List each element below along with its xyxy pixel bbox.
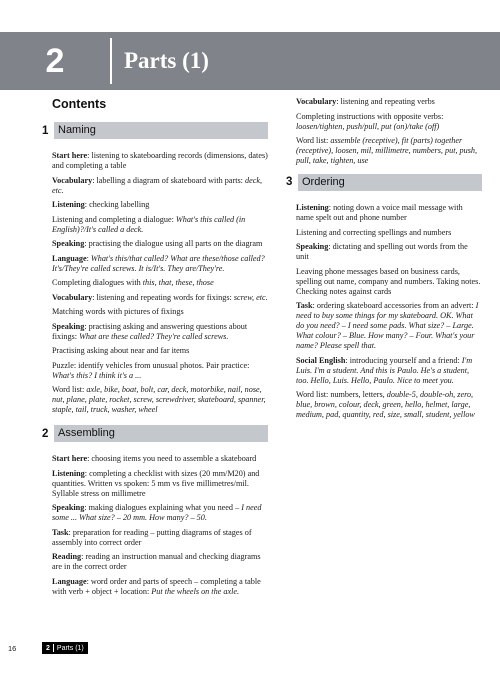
entry-text: : reading an instruction manual and checking diagrams are in the correct order xyxy=(52,552,261,572)
contents-entry xyxy=(52,239,268,249)
contents-entry xyxy=(52,151,268,171)
entry-text: : noting down a voice mail message with name spelt out and phone number xyxy=(296,203,463,222)
contents-entry xyxy=(52,528,268,548)
entry-label: Listening xyxy=(296,203,329,212)
entry-text: Listening and correcting spellings and numbers xyxy=(296,227,452,237)
entry-italic: assemble (receptive), fit (parts) together (receptive), loosen, mil, millimetre, numbers, put, push, pull, take, tighten, use xyxy=(296,136,478,165)
entry-text: : choosing items you need to assemble a skateboard xyxy=(87,454,257,464)
left-sections xyxy=(42,122,268,597)
contents-entry xyxy=(52,385,268,415)
entry-italic: this, that, these, those xyxy=(142,278,214,288)
contents-entry xyxy=(52,307,268,317)
entry-label: Listening xyxy=(52,200,85,210)
section-number: 2 xyxy=(42,427,49,440)
entry-text: : listening and repeating words for fixings: xyxy=(92,292,234,302)
contents-entry xyxy=(52,361,268,381)
contents-entry xyxy=(296,242,482,262)
contents-entry xyxy=(52,346,268,356)
right-column xyxy=(286,97,482,430)
entry-italic: What's this called (in English)?/It's called a deck. xyxy=(52,214,246,234)
entry-label: Speaking xyxy=(52,239,85,249)
entry-text: Leaving phone messages based on business cards, spelling out name, company and numbers. Taking notes. Checking notes against cards xyxy=(296,266,481,296)
section-heading xyxy=(286,174,482,191)
section-title: Ordering xyxy=(298,174,482,191)
entry-text: : introducing yourself and a friend: xyxy=(345,355,462,365)
entry-text: : dictating and spelling out words from the unit xyxy=(296,242,468,261)
entry-italic: screw, etc. xyxy=(233,292,268,302)
entry-text: : listening to skateboarding records (dimensions, dates) and completing a table xyxy=(52,151,268,171)
page-number: 16 xyxy=(8,643,17,653)
contents-entry xyxy=(52,176,268,196)
contents-entry xyxy=(296,390,482,420)
entry-text: : practising asking and answering questions about fixings: xyxy=(52,321,248,341)
contents-heading: Contents xyxy=(52,97,107,111)
section-number: 1 xyxy=(42,124,49,137)
entry-text: Completing dialogues with xyxy=(52,278,143,288)
entry-text: : listening and repeating verbs xyxy=(336,97,435,106)
contents-entry xyxy=(296,112,482,132)
entry-italic: What's this/that called? What are these/those called? It's/They're called screws. It is/It's. They are/They're. xyxy=(52,253,265,273)
entry-label: Vocabulary xyxy=(52,292,93,302)
entry-label: Task xyxy=(52,527,69,537)
entry-text: Listening and completing a dialogue: xyxy=(52,214,176,224)
contents-entry xyxy=(52,293,268,303)
section-3 xyxy=(286,174,482,420)
entry-label: Speaking xyxy=(296,242,329,251)
section-number: 3 xyxy=(286,176,293,189)
section-entries xyxy=(42,454,268,597)
entry-italic: I'm Luis. I'm a student. And this is Paulo. He's a student, too. Hello, Luis. Hello, Paulo. Nice to meet you. xyxy=(296,355,473,385)
section-title: Naming xyxy=(54,122,268,139)
contents-entry xyxy=(296,136,482,166)
contents-entry xyxy=(296,267,482,297)
page-footer xyxy=(0,641,500,655)
entry-label: Start here xyxy=(52,454,88,464)
contents-entry xyxy=(52,469,268,499)
contents-entry xyxy=(52,454,268,464)
entry-label: Listening xyxy=(52,468,85,478)
section-title: Assembling xyxy=(54,425,268,442)
section-heading xyxy=(42,122,268,139)
entry-italic: double-5, double-oh, zero, blue, brown, colour, deck, green, hello, helmet, large, medium, pad, quantity, red, size, small, student, yellow xyxy=(296,390,475,419)
contents-entry xyxy=(296,228,482,238)
footer-unit-tag xyxy=(42,642,88,654)
contents-entry xyxy=(52,322,268,342)
header-divider xyxy=(110,38,112,84)
contents-entry xyxy=(296,203,482,223)
entry-text: Matching words with pictures of fixings xyxy=(52,307,184,317)
unit-number: 2 xyxy=(45,41,65,80)
entry-text: Word list: xyxy=(52,385,87,395)
entry-text: : xyxy=(86,253,91,263)
entry-label: Speaking xyxy=(52,503,85,513)
entry-label: Vocabulary xyxy=(52,175,93,185)
entry-label: Reading xyxy=(52,552,82,562)
contents-entry xyxy=(296,301,482,351)
section-2-continued xyxy=(286,97,482,166)
entry-text: : practising the dialogue using all parts on the diagram xyxy=(84,239,263,249)
section-heading xyxy=(42,425,268,442)
entry-text: Practising asking about near and far items xyxy=(52,346,190,356)
entry-text: Word list: xyxy=(296,136,331,145)
section-1 xyxy=(42,122,268,415)
contents-entry xyxy=(52,577,268,597)
entry-text: : preparation for reading – putting diagrams of stages of assembly into correct order xyxy=(52,527,252,547)
entry-italic: axle, bike, boat, bolt, car, deck, motorbike, nail, nose, nut, plane, plate, rocket, screw, screwdriver, skateboard, spanner, staple, tail, truck, washer, wheel xyxy=(52,385,266,415)
entry-text: Completing instructions with opposite verbs: xyxy=(296,111,444,121)
entry-label: Social English xyxy=(296,355,346,365)
entry-text: : completing a checklist with sizes (20 mm/M20) and quantities. Written vs spoken: 5 mm vs five millimetres/mil. Syllable stress on millimetre xyxy=(52,468,260,498)
entry-italic: I need some ... What size? – 20 mm. How many? – 50. xyxy=(52,503,262,523)
contents-entry xyxy=(52,254,268,274)
entry-italic: loosen/tighten, push/pull, put (on)/take (off) xyxy=(296,121,440,131)
entry-label: Task xyxy=(296,301,313,310)
contents-entry xyxy=(52,278,268,288)
section-entries xyxy=(286,203,482,420)
entry-text: : labelling a diagram of skateboard with parts: xyxy=(92,175,245,185)
entry-italic: I need to buy some things for my skateboard. OK. What do you need? – I need some pads. What size? – Large. What colour? – Blue. How many? – Four. What's your name? Please spell that. xyxy=(296,301,479,350)
unit-title: Parts (1) xyxy=(124,48,209,73)
entry-italic: What are these called? They're called screws. xyxy=(79,331,229,341)
section-entries xyxy=(42,151,268,415)
entry-label: Language xyxy=(52,253,87,263)
entry-text: : ordering skateboard accessories from an advert: xyxy=(312,301,476,310)
contents-entry xyxy=(296,97,482,107)
entry-text: : making dialogues explaining what you need – xyxy=(84,503,242,513)
contents-entry xyxy=(296,356,482,386)
entry-label: Language xyxy=(52,576,87,586)
footer-unit-number: 2 xyxy=(46,644,50,652)
left-column xyxy=(42,97,268,607)
contents-entry xyxy=(52,503,268,523)
entry-text: Word list: numbers, letters, xyxy=(296,390,387,399)
entry-italic: What's this? I think it's a ... xyxy=(52,370,142,380)
entry-label: Start here xyxy=(52,151,88,161)
entry-italic: deck, etc. xyxy=(52,175,263,195)
entry-text: Puzzle: identify vehicles from unusual photos. Pair practice: xyxy=(52,360,250,370)
footer-separator xyxy=(53,644,54,652)
contents-entry xyxy=(52,200,268,210)
entry-italic: Put the wheels on the axle. xyxy=(151,586,240,596)
footer-unit-title: Parts (1) xyxy=(56,644,84,652)
entry-label: Vocabulary xyxy=(296,97,337,106)
contents-entry xyxy=(52,552,268,572)
contents-entry xyxy=(52,215,268,235)
entry-text: : word order and parts of speech – completing a table with verb + object + location: xyxy=(52,576,261,596)
entry-text: : checking labelling xyxy=(84,200,150,210)
section-2 xyxy=(42,425,268,597)
right-sections xyxy=(286,174,482,420)
unit-header xyxy=(0,32,500,90)
entry-label: Speaking xyxy=(52,321,85,331)
